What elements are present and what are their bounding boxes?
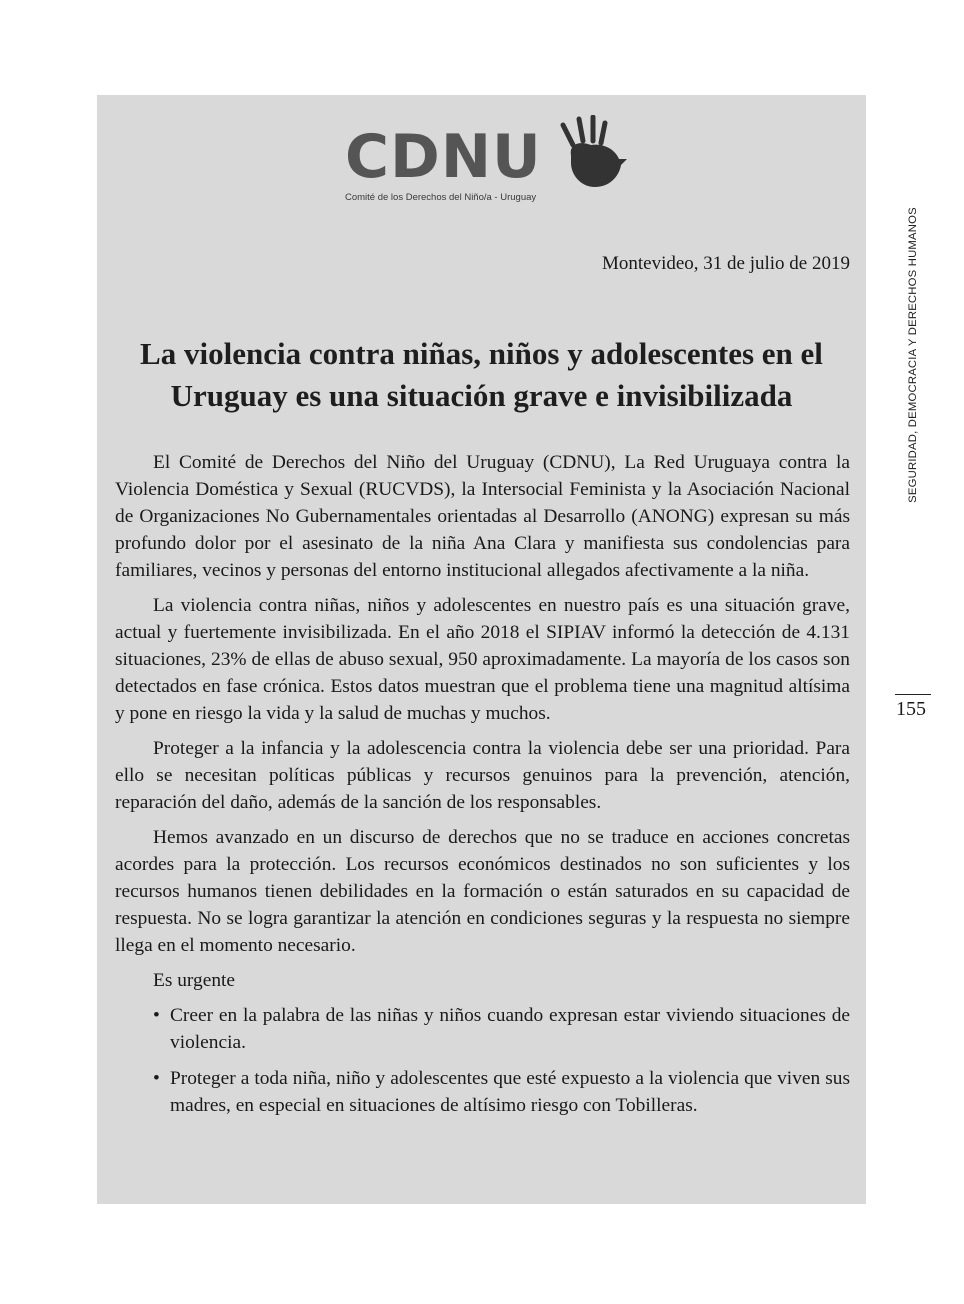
bullet-icon: • bbox=[153, 1005, 160, 1026]
list-item-text: Proteger a toda niña, niño y adolescentes que esté expuesto a la violencia que viven sus madres, en especial en situaciones de altísimo riesgo con Tobilleras. bbox=[170, 1068, 850, 1116]
bullet-list bbox=[115, 1002, 850, 1119]
page-number-rule bbox=[895, 694, 931, 695]
running-header-text: SEGURIDAD, DEMOCRACIA Y DERECHOS HUMANOS bbox=[907, 207, 919, 503]
logo-subtitle: Comité de los Derechos del Niño/a - Uruguay bbox=[345, 192, 537, 203]
running-header bbox=[901, 200, 925, 510]
logo-acronym: CDNU bbox=[345, 122, 542, 192]
paragraph: Hemos avanzado en un discurso de derechos que no se traduce en acciones concretas acordes para la protección. Los recursos económicos destinados no son suficientes y los recursos humanos tienen debilidades en la formación o están saturados en su capacidad de respuesta. No se logra garantizar la atención en condiciones seguras y la respuesta no siempre llega en el momento necesario. bbox=[115, 827, 850, 956]
list-item bbox=[115, 1065, 850, 1119]
paragraph: El Comité de Derechos del Niño del Uruguay (CDNU), La Red Uruguaya contra la Violencia Doméstica y Sexual (RUCVDS), la Intersocial Feminista y la Asociación Nacional de Organizaciones No Gubernamentales orientadas al Desarrollo (ANONG) expresan su más profundo dolor por el asesinato de la niña Ana Clara y manifiesta sus condolencias para familiares, vecinos y personas del entorno institucional allegados afectivamente a la niña. bbox=[115, 452, 850, 581]
paragraph: La violencia contra niñas, niños y adolescentes en nuestro país es una situación grave, actual y fuertemente invisibilizada. En el año 2018 el SIPIAV informó la detección de 4.131 situaciones, 23% de ellas de abuso sexual, 950 aproximadamente. La mayoría de los casos son detectados en fase crónica. Estos datos muestran que el problema tiene una magnitud altísima y pone en riesgo la vida y la salud de muchas y muchos. bbox=[115, 595, 850, 724]
page-number: 155 bbox=[896, 698, 926, 720]
list-item-text: Creer en la palabra de las niñas y niños cuando expresan estar viviendo situaciones de violencia. bbox=[170, 1005, 850, 1053]
hand-icon bbox=[557, 115, 629, 195]
title-line-2: Uruguay es una situación grave e invisibilizada bbox=[170, 378, 793, 413]
date-line: Montevideo, 31 de julio de 2019 bbox=[601, 253, 850, 274]
paragraph: Proteger a la infancia y la adolescencia contra la violencia debe ser una prioridad. Para ello se necesitan políticas públicas y recursos genuinos para la prevención, atención, reparación del daño, además de la sanción de los responsables. bbox=[115, 738, 850, 813]
body-text bbox=[115, 449, 850, 1128]
statement-panel bbox=[97, 95, 866, 1204]
list-item bbox=[115, 1002, 850, 1056]
bullet-icon: • bbox=[153, 1068, 160, 1089]
bullets-lead: Es urgente bbox=[153, 970, 236, 991]
document-title bbox=[97, 333, 866, 417]
title-line-1: La violencia contra niñas, niños y adolescentes en el bbox=[140, 336, 823, 371]
cdnu-logo bbox=[345, 115, 625, 201]
